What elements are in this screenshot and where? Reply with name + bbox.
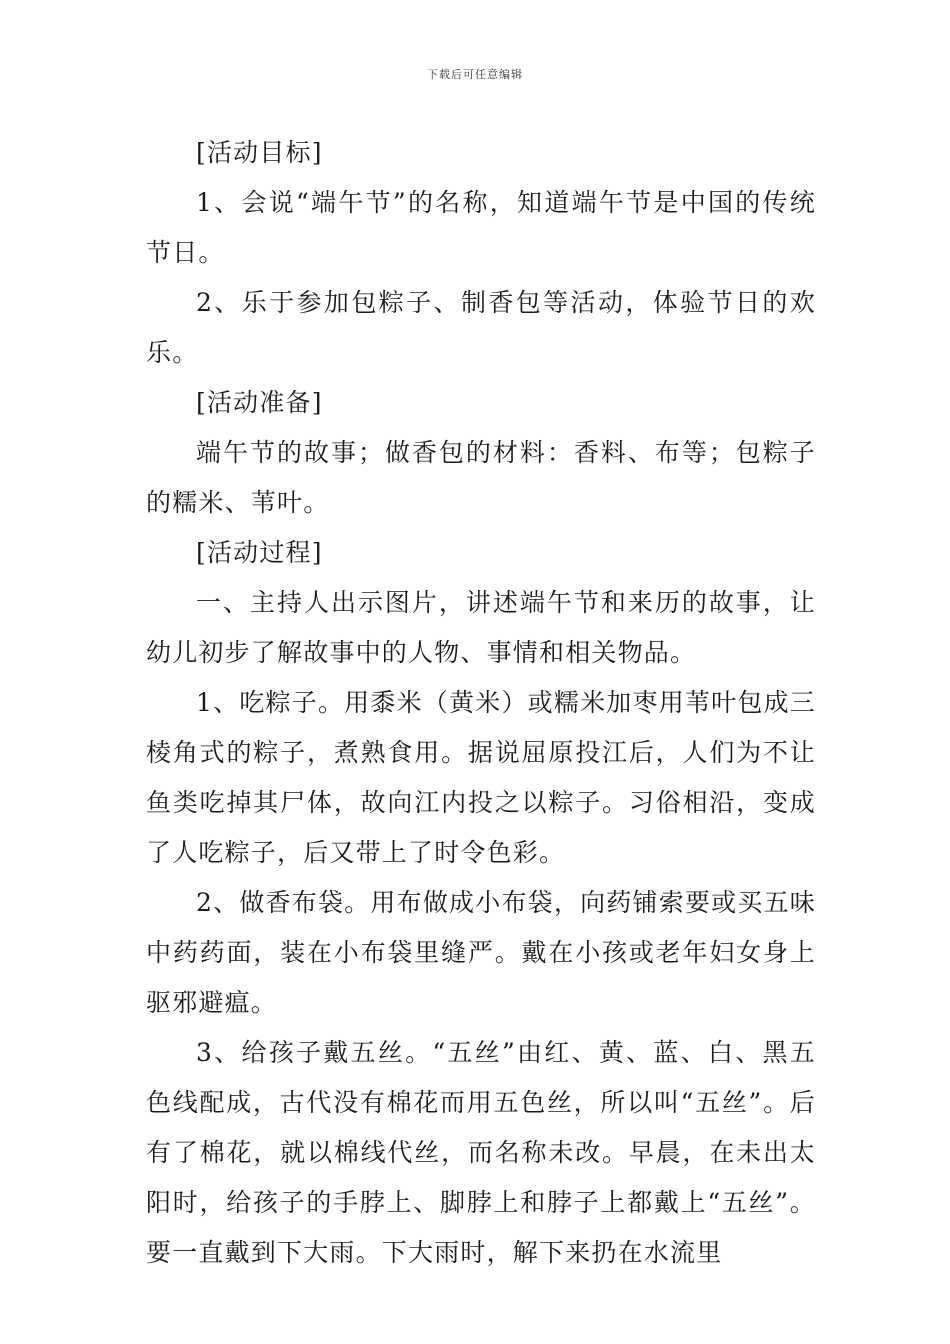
paragraph-goal-1: 1、会说“端午节”的名称，知道端午节是中国的传统节日。: [146, 188, 816, 267]
paragraph-zongzi: 1、吃粽子。用黍米（黄米）或糯米加枣用苇叶包成三棱角式的粽子，煮熟食用。据说屈原投江后，人们为不让鱼类吃掉其尸体，故向江内投之以粽子。习俗相沿，变成了人吃粽子，后又带上了时令色彩。: [146, 688, 816, 867]
paragraph-five-threads: 3、给孩子戴五丝。“五丝”由红、黄、蓝、白、黑五色线配成，古代没有棉花而用五色丝，所以叫“五丝”。后有了棉花，就以棉线代丝，而名称未改。早晨，在未出太阳时，给孩子的手脖上、脚脖上和脖子上都戴上“五丝”。要一直戴到下大雨。下大雨时，解下来扔在水流里: [146, 1038, 816, 1267]
paragraph-sachet: 2、做香布袋。用布做成小布袋，向药铺索要或买五味中药药面，装在小布袋里缝严。戴在小孩或老年妇女身上驱邪避瘟。: [146, 888, 816, 1017]
paragraph-process-intro: 一、主持人出示图片，讲述端午节和来历的故事，让幼儿初步了解故事中的人物、事情和相关物品。: [146, 588, 816, 667]
paragraph-preparation: 端午节的故事；做香包的材料：香料、布等；包粽子的糯米、苇叶。: [146, 438, 816, 517]
section-heading-preparation: [活动准备]: [196, 388, 323, 417]
section-heading-goals: [活动目标]: [196, 138, 323, 167]
document-body: [146, 128, 816, 1278]
section-heading-process: [活动过程]: [196, 538, 323, 567]
header-note: 下载后可任意编辑: [427, 68, 523, 81]
paragraph-goal-2: 2、乐于参加包粽子、制香包等活动，体验节日的欢乐。: [146, 288, 816, 367]
